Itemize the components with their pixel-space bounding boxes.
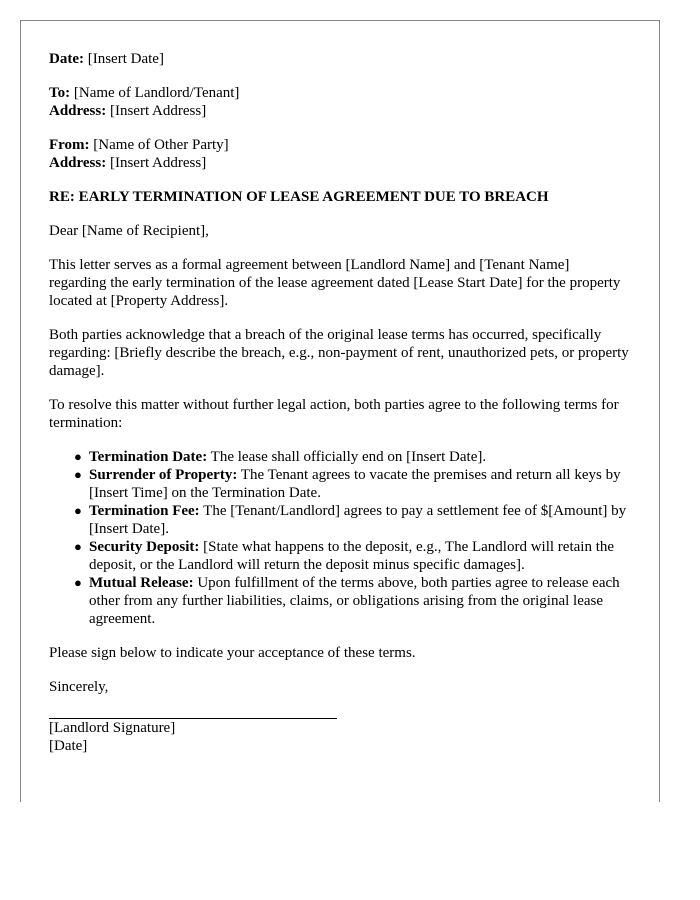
paragraph-intro: This letter serves as a formal agreement between [Landlord Name] and [Tenant Name] regarding the early termination of the lease agreement dated [Lease Start Date] for the property located at [Property Address]. (49, 257, 621, 309)
closing-instruction: Please sign below to indicate your acceptance of these terms. (49, 645, 416, 661)
list-item (74, 538, 629, 574)
sender-block (49, 136, 629, 172)
bullet-icon: ● (74, 575, 82, 590)
from-address-value: [Insert Address] (109, 155, 207, 171)
date-value: [Insert Date] (87, 51, 164, 67)
date-line (49, 50, 629, 68)
to-value: [Name of Landlord/Tenant] (73, 85, 240, 101)
term-label: Mutual Release: (89, 575, 194, 591)
list-item (74, 448, 629, 466)
salutation: Dear [Name of Recipient], (49, 223, 209, 239)
from-value: [Name of Other Party] (93, 137, 229, 153)
bullet-icon: ● (74, 467, 82, 482)
bullet-icon: ● (74, 503, 82, 518)
term-label: Security Deposit: (89, 539, 200, 555)
from-address-label: Address: (49, 155, 107, 171)
term-text: Upon fulfillment of the terms above, both parties agree to release each other from any further liabilities, claims, or obligations arising from the original lease agreement. (89, 575, 620, 627)
to-label: To: (49, 85, 71, 101)
letter-body (49, 50, 629, 755)
list-item (74, 502, 629, 538)
term-label: Termination Fee: (89, 503, 200, 519)
recipient-block (49, 84, 629, 120)
signature-label: [Landlord Signature] (49, 720, 176, 736)
term-text: The [Tenant/Landlord] agrees to pay a settlement fee of $[Amount] by [Insert Date]. (89, 503, 627, 537)
term-text: [State what happens to the deposit, e.g., The Landlord will retain the deposit, or the Landlord will return the deposit minus specific damages]. (89, 539, 615, 573)
to-address-label: Address: (49, 103, 107, 119)
bullet-icon: ● (74, 539, 82, 554)
paragraph-breach: Both parties acknowledge that a breach of the original lease terms has occurred, specifically regarding: [Briefly describe the breach, e.g., non-payment of rent, unauthorized pets, or property damage]. (49, 327, 629, 379)
list-item (74, 574, 629, 628)
paragraph-terms-intro: To resolve this matter without further legal action, both parties agree to the following terms for termination: (49, 397, 619, 431)
from-label: From: (49, 137, 90, 153)
term-text: The Tenant agrees to vacate the premises and return all keys by [Insert Time] on the Termination Date. (89, 467, 621, 501)
date-label: Date: (49, 51, 84, 67)
terms-list (49, 448, 629, 628)
subject-line: RE: EARLY TERMINATION OF LEASE AGREEMENT DUE TO BREACH (49, 189, 549, 205)
sign-off: Sincerely, (49, 679, 109, 695)
letter-page (20, 20, 660, 802)
term-text: The lease shall officially end on [Insert Date]. (210, 449, 487, 465)
bullet-icon: ● (74, 449, 82, 464)
term-label: Termination Date: (89, 449, 208, 465)
list-item (74, 466, 629, 502)
signature-date: [Date] (49, 738, 88, 754)
term-label: Surrender of Property: (89, 467, 238, 483)
to-address-value: [Insert Address] (109, 103, 207, 119)
